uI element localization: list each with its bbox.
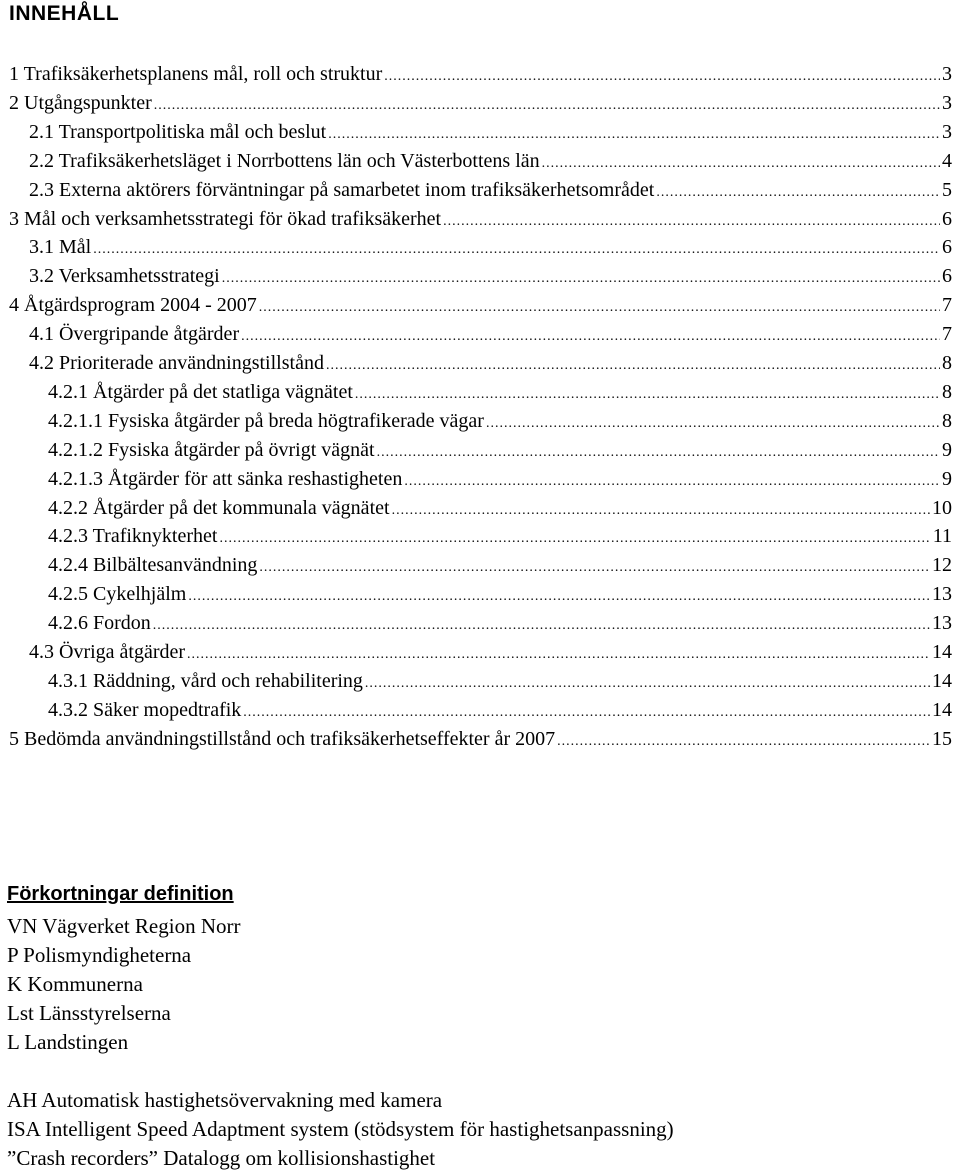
toc-entry[interactable]: [48, 436, 952, 465]
toc-entry-label: 4.2.1 Åtgärder på det statliga vägnätet: [48, 380, 353, 403]
toc-entry-page-number: 3: [942, 91, 952, 114]
dot-leader: [542, 149, 940, 178]
toc-entry[interactable]: [48, 580, 952, 609]
toc-entry-page-number: 12: [932, 554, 952, 577]
toc-entry-label: 4.2.1.3 Åtgärder för att sänka reshastigheten: [48, 467, 403, 490]
toc-entry-label: 4.3.2 Säker mopedtrafik: [48, 698, 242, 721]
abbreviation-item: Lst Länsstyrelserna: [7, 1001, 171, 1025]
toc-entry-label: 4.2.6 Fordon: [48, 612, 151, 635]
toc-entry-label: 2.3 Externa aktörers förväntningar på samarbetet inom trafiksäkerhetsområdet: [29, 178, 655, 201]
toc-entry-label: 5 Bedömda användningstillstånd och trafiksäkerhetseffekter år 2007: [9, 727, 556, 750]
toc-entry-page-number: 13: [932, 612, 952, 635]
toc-entry[interactable]: [48, 494, 952, 523]
toc-entry-page-number: 8: [942, 352, 952, 374]
dot-leader: [241, 322, 940, 351]
toc-entry-page-number: 7: [942, 294, 952, 317]
toc-entry-page-number: 7: [942, 323, 952, 346]
toc-entry-label: 4 Åtgärdsprogram 2004 - 2007: [9, 294, 257, 317]
abbreviations-title: Förkortningar definition: [7, 883, 234, 905]
toc-entry[interactable]: [9, 291, 952, 320]
toc-entry-label: 4.1 Övergripande åtgärder: [29, 323, 240, 346]
abbreviation-item: VN Vägverket Region Norr: [7, 914, 241, 938]
abbreviation-item: P Polismyndigheterna: [7, 943, 192, 967]
abbreviation-item: AH Automatisk hastighetsövervakning med kamera: [7, 1088, 443, 1112]
toc-entry[interactable]: [48, 378, 952, 407]
toc-entry[interactable]: [9, 205, 952, 234]
toc-entry[interactable]: [48, 696, 952, 725]
toc-entry-page-number: 9: [942, 467, 952, 490]
toc-entry[interactable]: [9, 60, 952, 89]
toc-entry-page-number: 14: [932, 669, 952, 692]
toc-entry-label: 2 Utgångspunkter: [9, 91, 152, 114]
dot-leader: [153, 611, 930, 640]
abbreviation-item: K Kommunerna: [7, 972, 143, 996]
toc-entry[interactable]: [29, 233, 952, 262]
dot-leader: [392, 496, 930, 525]
toc-entry[interactable]: [29, 349, 952, 378]
toc-entry[interactable]: [9, 89, 952, 118]
toc-entry-label: 4.2 Prioriterade användningstillstånd: [29, 352, 324, 374]
toc-entry-label: 4.2.5 Cykelhjälm: [48, 583, 187, 606]
toc-heading: INNEHÅLL: [9, 2, 120, 25]
toc-entry-page-number: 14: [932, 698, 952, 721]
toc-entry-page-number: 5: [942, 178, 952, 201]
abbreviation-spacer: [7, 1057, 674, 1086]
toc-entry-page-number: 6: [942, 236, 952, 259]
toc-entry-label: 3.2 Verksamhetsstrategi: [29, 265, 220, 288]
toc-entry-page-number: 3: [942, 120, 952, 143]
toc-entry-page-number: 9: [942, 438, 952, 461]
toc-entry[interactable]: [29, 176, 952, 205]
dot-leader: [404, 467, 940, 496]
dot-leader: [443, 207, 940, 236]
toc-entry[interactable]: [48, 407, 952, 436]
abbreviations-list: [7, 912, 674, 1173]
dot-leader: [222, 264, 940, 293]
toc-entry[interactable]: [48, 522, 952, 551]
dot-leader: [259, 293, 940, 322]
dot-leader: [219, 524, 930, 553]
toc-entry-label: 4.2.2 Åtgärder på det kommunala vägnätet: [48, 496, 390, 519]
toc-entry[interactable]: [29, 262, 952, 291]
toc-entry-label: 4.3.1 Räddning, vård och rehabilitering: [48, 669, 363, 692]
toc-entry-label: 2.2 Trafiksäkerhetsläget i Norrbottens län och Västerbottens län: [29, 149, 540, 172]
toc-entry[interactable]: [48, 609, 952, 638]
dot-leader: [328, 120, 940, 149]
toc-entry-page-number: 10: [932, 496, 952, 519]
abbreviation-item: ”Crash recorders” Datalogg om kollisionshastighet: [7, 1146, 436, 1170]
abbreviation-item: ISA Intelligent Speed Adaptment system (stödsystem för hastighetsanpassning): [7, 1117, 674, 1141]
dot-leader: [656, 178, 940, 207]
toc-entry-label: 4.2.1.1 Fysiska åtgärder på breda högtrafikerade vägar: [48, 409, 484, 432]
toc-entry-label: 3.1 Mål: [29, 236, 92, 259]
toc-entry-page-number: 13: [932, 583, 952, 606]
dot-leader: [259, 553, 930, 582]
toc-entry-page-number: 8: [942, 380, 952, 403]
toc-entry-label: 4.2.1.2 Fysiska åtgärder på övrigt vägnät: [48, 438, 375, 461]
toc-entry[interactable]: [48, 667, 952, 696]
toc-entry-page-number: 6: [942, 265, 952, 288]
toc-entry-label: 2.1 Transportpolitiska mål och beslut: [29, 120, 327, 143]
toc-entry[interactable]: [29, 320, 952, 349]
dot-leader: [365, 669, 930, 698]
toc-entry-page-number: 4: [942, 149, 952, 172]
toc-entry-label: 1 Trafiksäkerhetsplanens mål, roll och struktur: [9, 63, 383, 85]
toc-entry-page-number: 8: [942, 409, 952, 432]
toc-entry-label: 4.2.3 Trafiknykterhet: [48, 525, 218, 548]
dot-leader: [187, 640, 930, 669]
toc-entry-page-number: 15: [932, 727, 952, 750]
toc-entry[interactable]: [29, 638, 952, 667]
toc-entry-page-number: 6: [942, 207, 952, 230]
dot-leader: [384, 62, 940, 91]
dot-leader: [93, 235, 940, 264]
dot-leader: [486, 409, 940, 438]
abbreviation-item: L Landstingen: [7, 1030, 129, 1054]
dot-leader: [355, 380, 940, 409]
toc-entry[interactable]: [9, 725, 952, 754]
dot-leader: [243, 698, 930, 727]
toc-entry-page-number: 14: [932, 641, 952, 663]
dot-leader: [154, 91, 940, 120]
toc-entry[interactable]: [29, 147, 952, 176]
toc-entry[interactable]: [48, 551, 952, 580]
toc-entry-page-number: 11: [932, 525, 952, 548]
toc-entry[interactable]: [48, 465, 952, 494]
toc-entry-label: 4.2.4 Bilbältesanvändning: [48, 554, 258, 577]
dot-leader: [557, 727, 930, 756]
dot-leader: [377, 438, 940, 467]
dot-leader: [188, 582, 930, 611]
toc-entry-label: 3 Mål och verksamhetsstrategi för ökad trafiksäkerhet: [9, 207, 442, 230]
toc-entry-label: 4.3 Övriga åtgärder: [29, 641, 186, 663]
dot-leader: [326, 351, 940, 380]
toc-entry-page-number: 3: [942, 63, 952, 85]
toc-entry[interactable]: [29, 118, 952, 147]
